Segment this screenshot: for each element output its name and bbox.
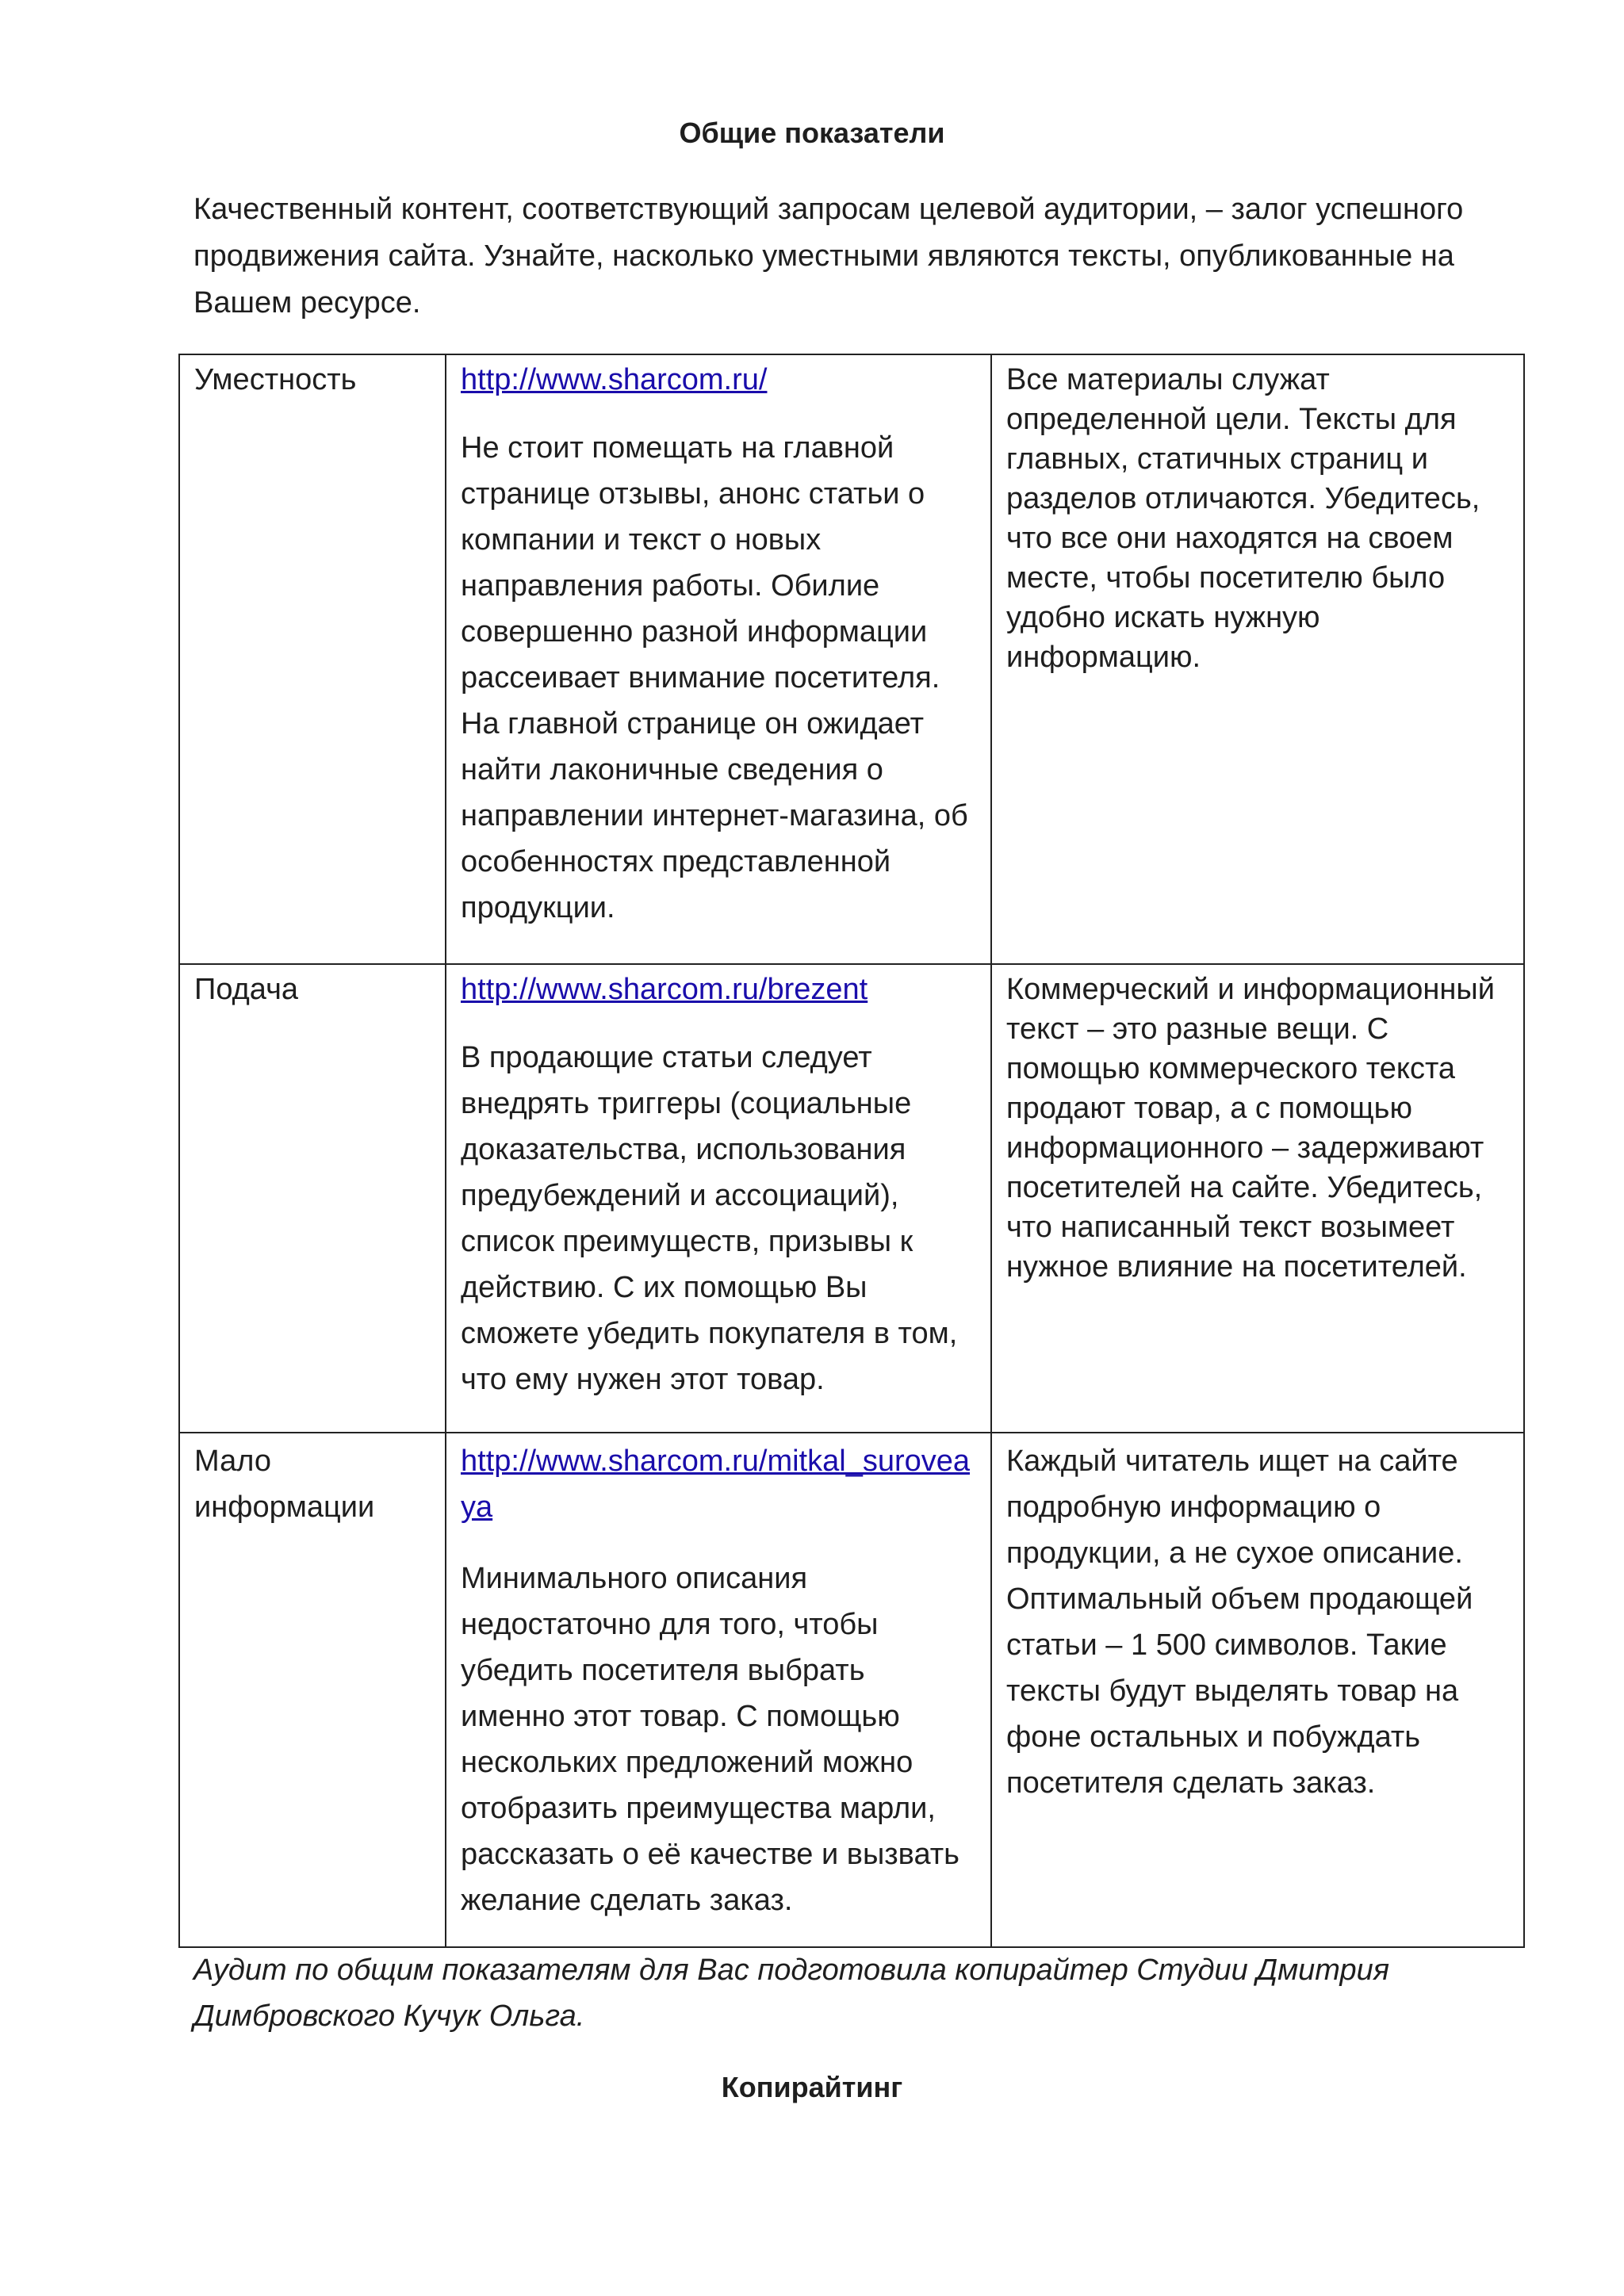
row-label-cell [179, 964, 446, 1433]
next-section-title: Копирайтинг [721, 2071, 903, 2103]
row-advice: Каждый читатель ищет на сайте подробную информацию о продукции, а не сухое описание. Оптимальный объем продающей статьи – 1 500 символов. Такие тексты будут выделять товар на фоне остальных и побуждать посетителя сделать заказ. [1006, 1445, 1473, 1800]
row-label: Мало информации [194, 1445, 375, 1524]
example-cell [446, 354, 991, 964]
example-link[interactable]: http://www.sharcom.ru/ [461, 363, 768, 396]
example-link[interactable]: http://www.sharcom.ru/mitkal_suroveaya [461, 1445, 971, 1524]
row-label-cell [179, 354, 446, 964]
row-label-cell [179, 1433, 446, 1947]
row-description: Минимального описания недостаточно для того, чтобы убедить посетителя выбрать именно этот товар. С помощью нескольких предложений можно отобразить преимущества марли, рассказать о её качестве и вызвать желание сделать заказ. [461, 1562, 959, 1917]
advice-cell [991, 354, 1524, 964]
intro-paragraph: Качественный контент, соответствующий запросам целевой аудитории, – залог успешного продвижения сайта. Узнайте, насколько уместными являются тексты, опубликованные на Вашем ресурсе. [193, 193, 1464, 320]
example-cell [446, 1433, 991, 1947]
example-cell [446, 964, 991, 1433]
table-row [179, 964, 1524, 1433]
advice-cell [991, 1433, 1524, 1947]
footer-note: Аудит по общим показателям для Вас подготовила копирайтер Студии Дмитрия Димбровского Кучук Ольга. [193, 1954, 1390, 2033]
row-advice: Все материалы служат определенной цели. Тексты для главных, статичных страниц и разделов отличаются. Убедитесь, что все они находятся на своем месте, чтобы посетителю было удобно искать нужную информацию. [1006, 363, 1480, 674]
table-row [179, 354, 1524, 964]
row-label: Подача [194, 973, 299, 1006]
advice-cell [991, 964, 1524, 1433]
row-advice: Коммерческий и информационный текст – это разные вещи. С помощью коммерческого текста продают товар, а с помощью информационного – задерживают посетителей на сайте. Убедитесь, что написанный текст возымеет нужное влияние на посетителей. [1006, 973, 1495, 1284]
row-description: Не стоит помещать на главной странице отзывы, анонс статьи о компании и текст о новых направления работы. Обилие совершенно разной информации рассеивает внимание посетителя. На главной странице он ожидает найти лаконичные сведения о направлении интернет-магазина, об особенностях представленной продукции. [461, 431, 968, 924]
table-row [179, 1433, 1524, 1947]
row-label: Уместность [194, 363, 357, 396]
row-description: В продающие статьи следует внедрять триггеры (социальные доказательства, использования предубеждений и ассоциаций), список преимуществ, призывы к действию. С их помощью Вы сможете убедить покупателя в том, что ему нужен этот товар. [461, 1041, 958, 1396]
section-title: Общие показатели [679, 117, 945, 149]
audit-table [178, 354, 1525, 1948]
example-link[interactable]: http://www.sharcom.ru/brezent [461, 973, 868, 1006]
